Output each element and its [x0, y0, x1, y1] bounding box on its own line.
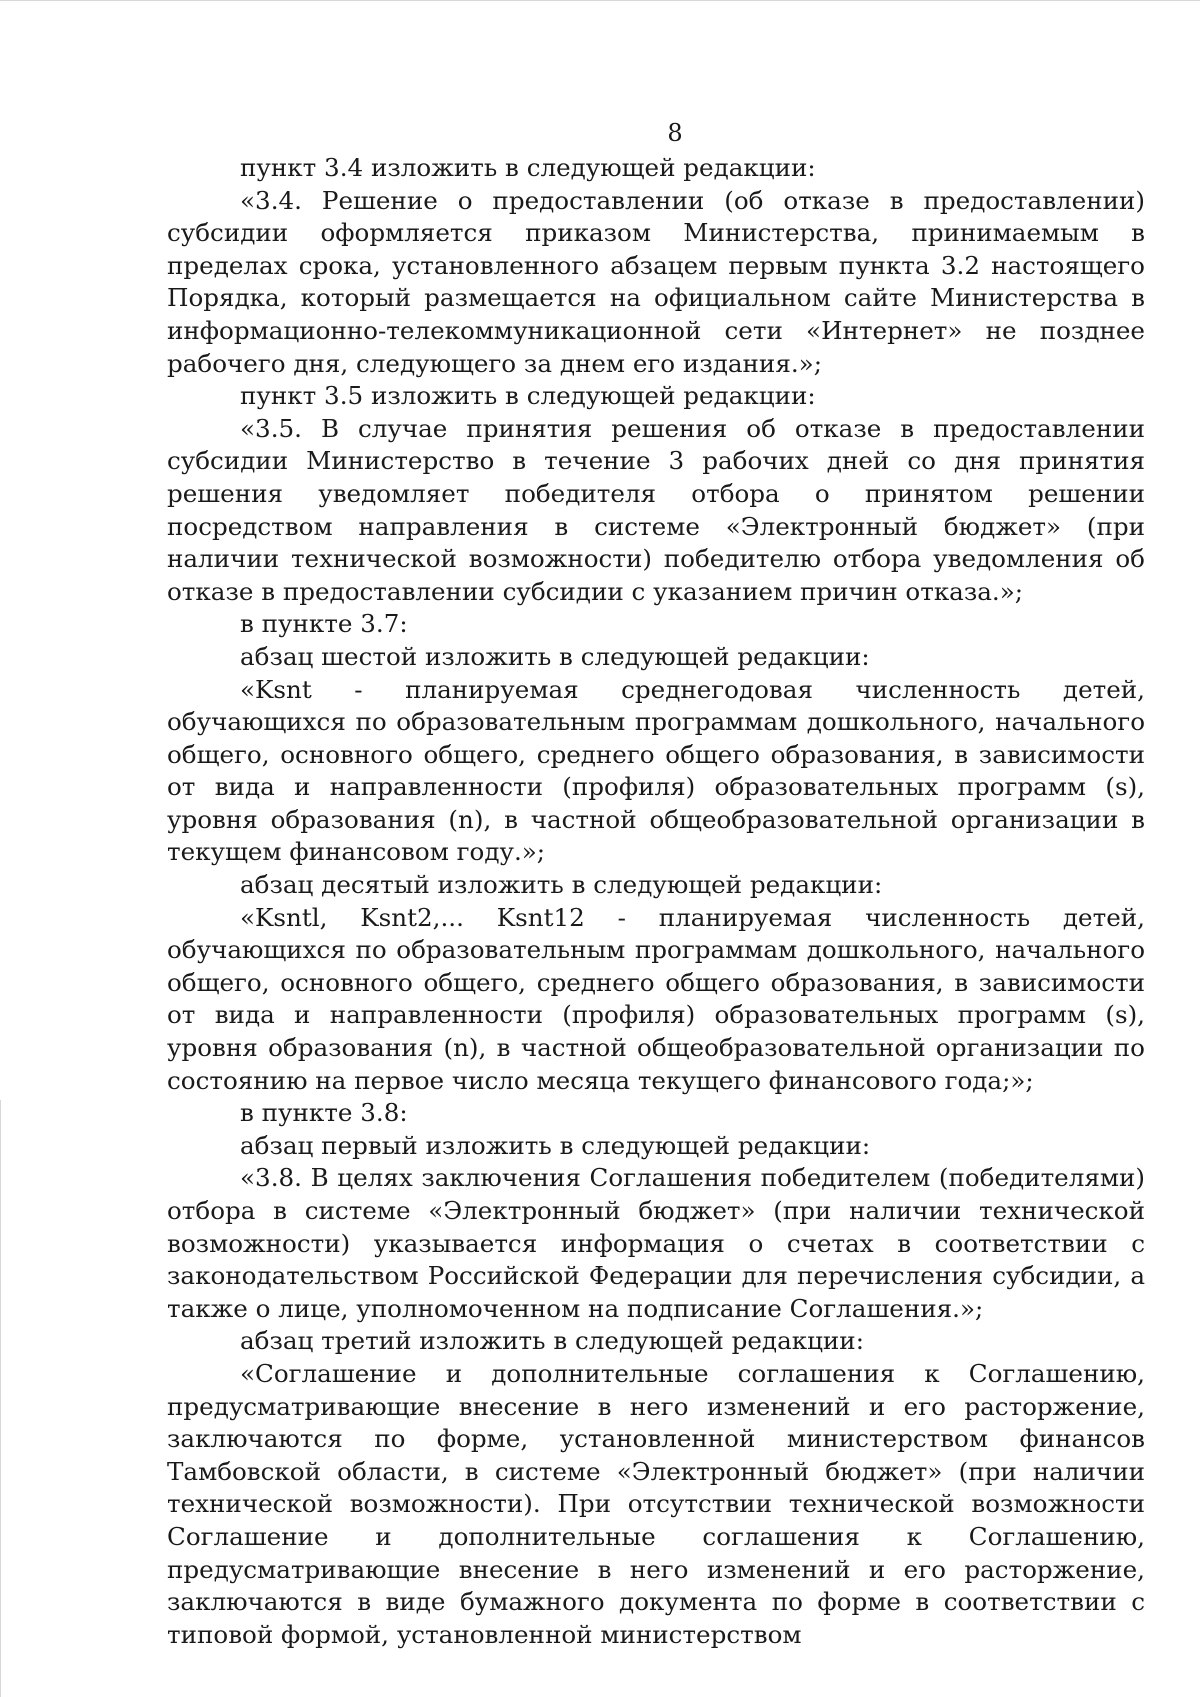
paragraph-agreement-text: «Соглашение и дополнительные соглашения к Соглашению, предусматривающие внесение в него изменений и его расторжение, заключаются по форме, установленной министерством финансов Тамбовской области, в системе «Электронный бюджет» (при наличии технической возможности). При отсутствии технической возможности Соглашение и дополнительные соглашения к Соглашению, предусматривающие внесение в него изменений и его расторжение, заключаются в виде бумажного документа по форме в соответствии с типовой формой, установленной министерством [167, 1358, 1145, 1649]
scan-edge-top [0, 0, 1200, 1]
paragraph-clause-3-7-intro: в пункте 3.7: [240, 609, 408, 639]
paragraph-clause-3-5: «3.5. В случае принятия решения об отказе в предоставлении субсидии Министерство в течение 3 рабочих дней со дня принятия решения уведомляет победителя отбора о принятом решении посредством направления в системе «Электронный бюджет» (при наличии технической возможности) победителю отбора уведомления об отказе в предоставлении субсидии с указанием причин отказа.»; [167, 413, 1145, 606]
paragraph-amend-3-4-intro: пункт 3.4 изложить в следующей редакции: [240, 153, 816, 182]
paragraph-clause-3-8: «3.8. В целях заключения Соглашения победителем (победителями) отбора в системе «Электронный бюджет» (при наличии технической возможности) указывается информация о счетах в соответствии с законодательством Российской Федерации для перечисления субсидии, а также о лице, уполномоченном на подписание Соглашения.»; [167, 1163, 1145, 1323]
paragraph-clause-3-8-intro: в пункте 3.8: [240, 1098, 408, 1128]
scan-edge-left [0, 1100, 1, 1697]
paragraph-ksnt-monthly-definition: «Ksntl, Ksnt2,... Ksnt12 - планируемая численность детей, обучающихся по образовательным программам дошкольного, начального общего, основного общего, среднего общего образования, в зависимости от вида и направленности (профиля) образовательных программ (s), уровня образования (n), в частной общеобразовательной организации по состоянию на первое число месяца текущего финансового года;»; [167, 902, 1145, 1095]
paragraph-abzac-10-intro: абзац десятый изложить в следующей редакции: [240, 870, 883, 900]
paragraph-abzac-3-intro: абзац третий изложить в следующей редакции: [240, 1326, 864, 1356]
document-body [167, 152, 1145, 1651]
paragraph-clause-3-4: «3.4. Решение о предоставлении (об отказе в предоставлении) субсидии оформляется приказом Министерства, принимаемым в пределах срока, установленного абзацем первым пункта 3.2 настоящего Порядка, который размещается на официальном сайте Министерства в информационно-телекоммуникационной сети «Интернет» не позднее рабочего дня, следующего за днем его издания.»; [167, 185, 1145, 378]
page-number: 8 [667, 119, 683, 147]
paragraph-ksnt-definition: «Ksnt - планируемая среднегодовая численность детей, обучающихся по образовательным программам дошкольного, начального общего, основного общего, среднего общего образования, в зависимости от вида и направленности (профиля) образовательных программ (s), уровня образования (n), в частной общеобразовательной организации в текущем финансовом году.»; [167, 674, 1145, 867]
paragraph-abzac-1-intro: абзац первый изложить в следующей редакции: [240, 1130, 871, 1160]
paragraph-abzac-6-intro: абзац шестой изложить в следующей редакции: [240, 641, 870, 671]
paragraph-amend-3-5-intro: пункт 3.5 изложить в следующей редакции: [240, 381, 816, 411]
